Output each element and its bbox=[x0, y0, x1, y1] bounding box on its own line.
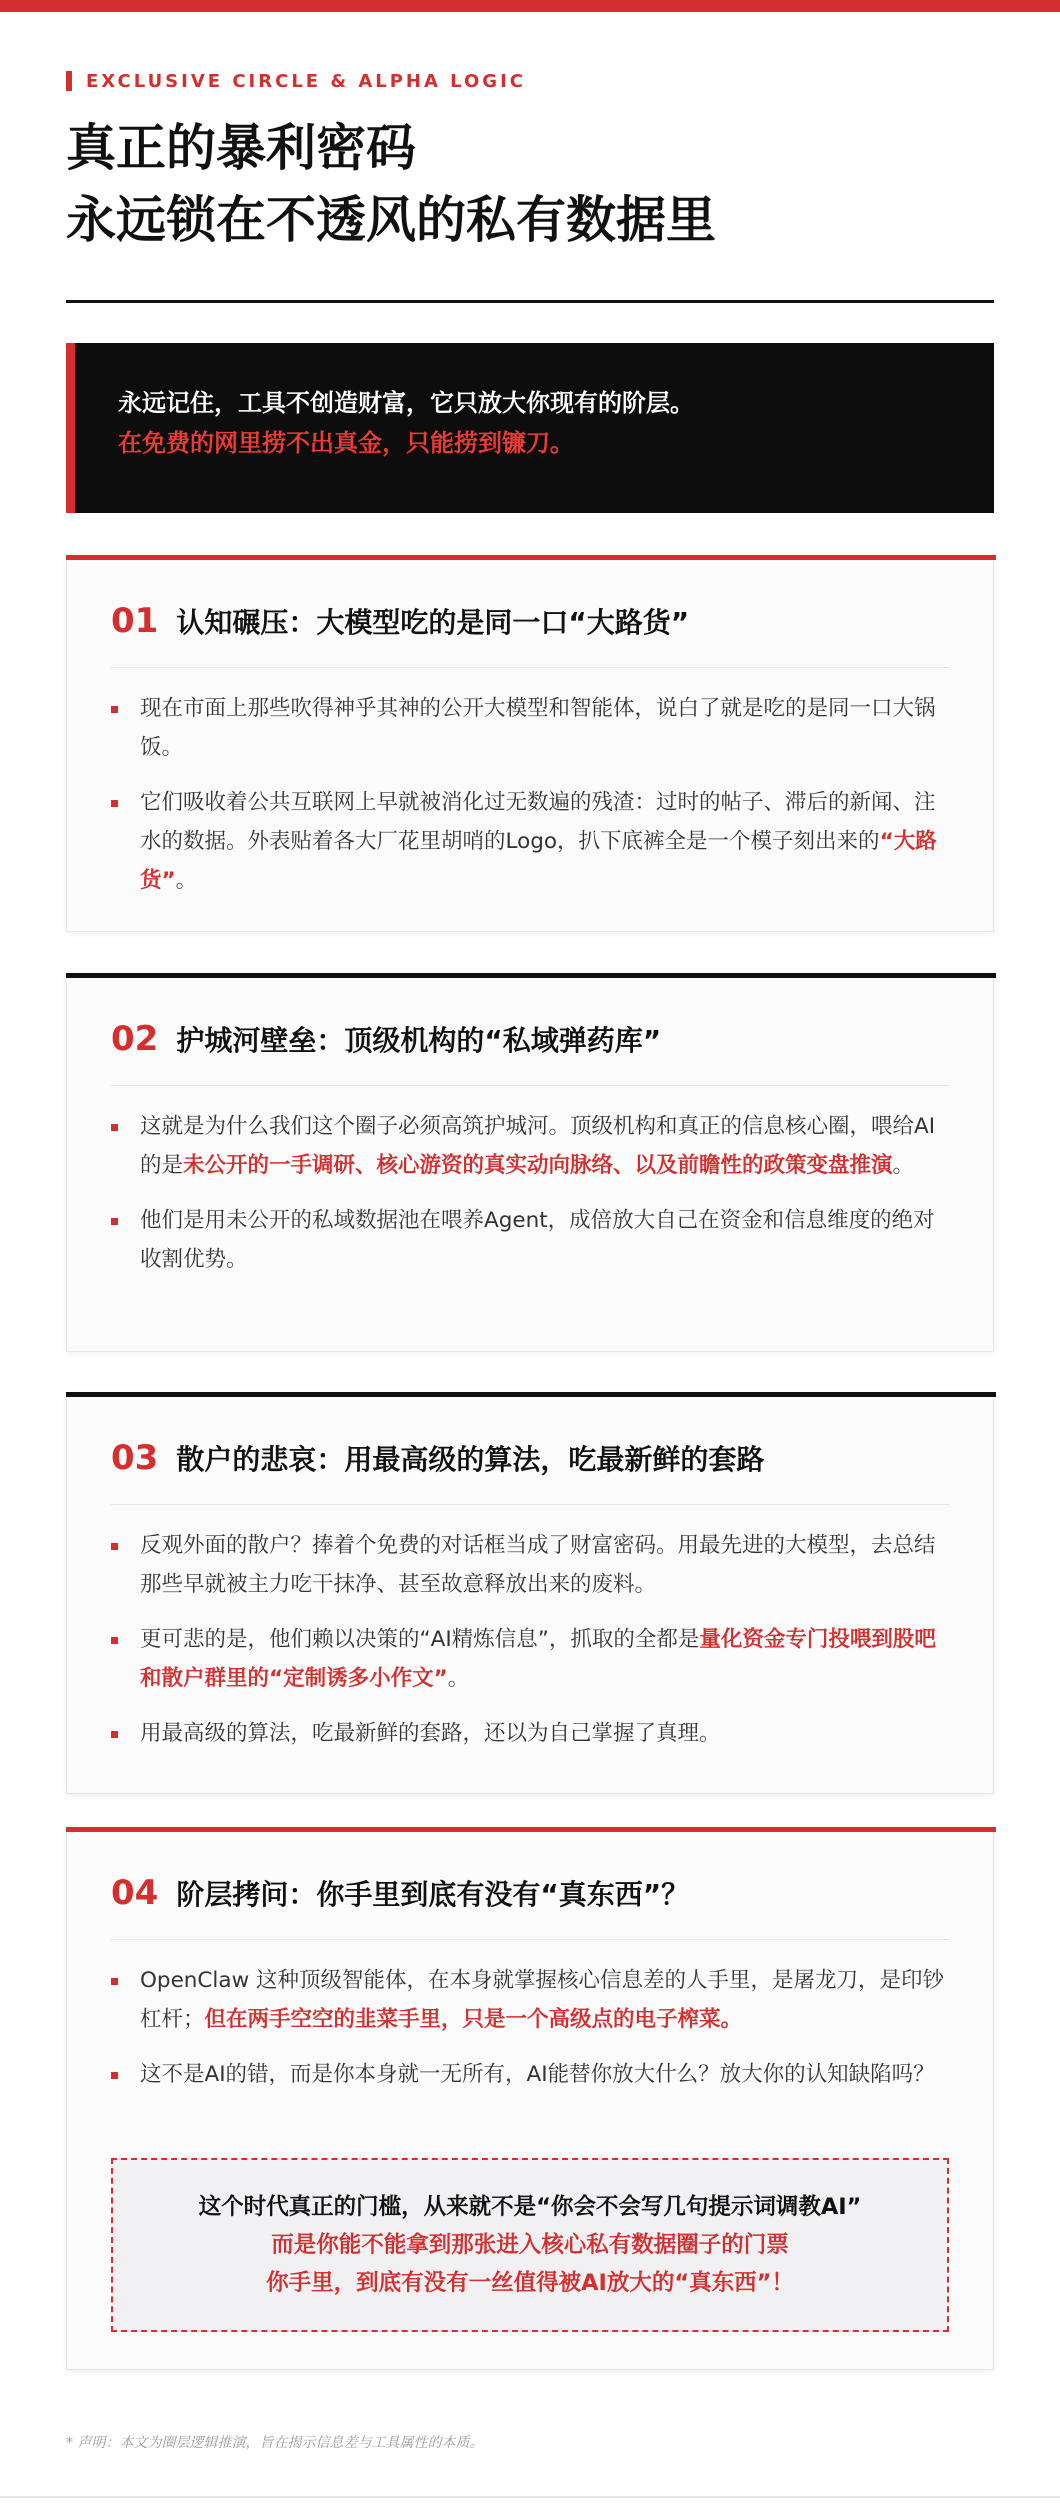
item-text: 他们是用未公开的私域数据池在喂养Agent，成倍放大自己在资金和信息维度的绝对收割优势。 bbox=[140, 1208, 935, 1272]
quote-line-2: 而是你能不能拿到那张进入核心私有数据圈子的门票 bbox=[271, 2232, 789, 2258]
list-item bbox=[111, 1714, 949, 1753]
card-top-border bbox=[66, 555, 996, 560]
section-card-04 bbox=[66, 1827, 994, 2370]
page-title bbox=[66, 112, 996, 256]
item-text: 这不是AI的错，而是你本身就一无所有，AI能替你放大什么？放大你的认知缺陷吗？ bbox=[140, 2062, 935, 2087]
section-body bbox=[111, 689, 949, 916]
top-accent-bar bbox=[0, 0, 1060, 12]
item-text-end: 。 bbox=[175, 868, 198, 893]
section-divider bbox=[111, 667, 949, 668]
bullet-square-icon bbox=[111, 1218, 118, 1225]
section-card-03 bbox=[66, 1392, 994, 1794]
section-body bbox=[111, 1961, 949, 2110]
section-heading bbox=[111, 1438, 764, 1478]
section-divider bbox=[111, 1085, 949, 1086]
section-title: 散户的悲哀：用最高级的算法，吃最新鲜的套路 bbox=[176, 1443, 765, 1476]
section-body bbox=[111, 1526, 949, 1769]
section-divider bbox=[111, 1939, 949, 1940]
disclaimer-footnote: * 声明：本文为圈层逻辑推演，旨在揭示信息差与工具属性的本质。 bbox=[66, 2435, 484, 2451]
eyebrow-marker bbox=[66, 71, 72, 91]
section-heading bbox=[111, 1019, 661, 1059]
section-number: 01 bbox=[111, 601, 159, 641]
item-text: OpenClaw 这种顶级智能体，在本身就掌握核心信息差的人手里，是屠龙刀，是印钞杠杆； bbox=[140, 1968, 945, 2032]
item-highlight: “大路货” bbox=[140, 829, 937, 893]
title-divider bbox=[66, 300, 994, 303]
bullet-square-icon bbox=[111, 1543, 118, 1550]
section-number: 02 bbox=[111, 1019, 159, 1059]
list-item bbox=[111, 1201, 949, 1279]
section-number: 04 bbox=[111, 1873, 159, 1913]
bottom-divider bbox=[0, 2496, 1060, 2498]
card-top-border bbox=[66, 973, 996, 978]
bullet-square-icon bbox=[111, 1124, 118, 1131]
list-item bbox=[111, 783, 949, 900]
list-item bbox=[111, 2055, 949, 2094]
section-heading bbox=[111, 601, 689, 641]
bullet-square-icon bbox=[111, 2072, 118, 2079]
page-title-line-2: 永远锁在不透风的私有数据里 bbox=[66, 191, 716, 249]
eyebrow-text: EXCLUSIVE CIRCLE & ALPHA LOGIC bbox=[86, 70, 526, 92]
callout-line-2: 在免费的网里捞不出真金，只能捞到镰刀。 bbox=[118, 429, 574, 457]
callout-banner bbox=[66, 343, 994, 513]
section-heading bbox=[111, 1873, 689, 1913]
page-title-line-1: 真正的暴利密码 bbox=[66, 119, 416, 177]
item-highlight: 但在两手空空的韭菜手里，只是一个高级点的电子榨菜。 bbox=[204, 2007, 743, 2032]
list-item bbox=[111, 1526, 949, 1604]
bullet-square-icon bbox=[111, 1637, 118, 1644]
section-title: 阶层拷问：你手里到底有没有“真东西”？ bbox=[176, 1878, 690, 1911]
section-title: 护城河壁垒：顶级机构的“私域弹药库” bbox=[176, 1024, 662, 1057]
item-text: 用最高级的算法，吃最新鲜的套路，还以为自己掌握了真理。 bbox=[140, 1721, 721, 1746]
list-item bbox=[111, 1107, 949, 1185]
list-item bbox=[111, 1620, 949, 1698]
card-top-border bbox=[66, 1392, 996, 1397]
quote-line-3: 你手里，到底有没有一丝值得被AI放大的“真东西”！ bbox=[266, 2270, 794, 2296]
section-body bbox=[111, 1107, 949, 1295]
bullet-square-icon bbox=[111, 1978, 118, 1985]
bullet-square-icon bbox=[111, 706, 118, 713]
section-number: 03 bbox=[111, 1438, 159, 1478]
item-highlight: 未公开的一手调研、核心游资的真实动向脉络、以及前瞻性的政策变盘推演 bbox=[183, 1153, 893, 1178]
item-highlight: 量化资金专门投喂到股吧和散户群里的“定制诱多小作文” bbox=[140, 1627, 936, 1691]
list-item bbox=[111, 1961, 949, 2039]
item-text: 这就是为什么我们这个圈子必须高筑护城河。顶级机构和真正的信息核心圈，喂给AI的是 bbox=[140, 1114, 936, 1178]
item-text: 反观外面的散户？捧着个免费的对话框当成了财富密码。用最先进的大模型，去总结那些早就被主力吃干抹净、甚至故意释放出来的废料。 bbox=[140, 1533, 936, 1597]
item-text-end: 。 bbox=[892, 1153, 915, 1178]
section-card-02 bbox=[66, 973, 994, 1352]
list-item bbox=[111, 689, 949, 767]
eyebrow bbox=[66, 70, 526, 92]
section-title: 认知碾压：大模型吃的是同一口“大路货” bbox=[176, 606, 690, 639]
quote-box bbox=[111, 2158, 949, 2332]
item-text: 它们吸收着公共互联网上早就被消化过无数遍的残渣：过时的帖子、滞后的新闻、注水的数据。外表贴着各大厂花里胡哨的Logo，扒下底裤全是一个模子刻出来的 bbox=[140, 790, 936, 854]
section-divider bbox=[111, 1504, 949, 1505]
section-card-01 bbox=[66, 555, 994, 932]
callout-line-1: 永远记住，工具不创造财富，它只放大你现有的阶层。 bbox=[118, 389, 694, 417]
quote-line-1: 这个时代真正的门槛，从来就不是“你会不会写几句提示词调教AI” bbox=[198, 2194, 862, 2220]
bullet-square-icon bbox=[111, 800, 118, 807]
bullet-square-icon bbox=[111, 1731, 118, 1738]
item-text: 现在市面上那些吹得神乎其神的公开大模型和智能体，说白了就是吃的是同一口大锅饭。 bbox=[140, 696, 936, 760]
card-top-border bbox=[66, 1827, 996, 1832]
item-text: 更可悲的是，他们赖以决策的“AI精炼信息”，抓取的全都是 bbox=[140, 1627, 700, 1652]
item-text-end: 。 bbox=[447, 1666, 470, 1691]
